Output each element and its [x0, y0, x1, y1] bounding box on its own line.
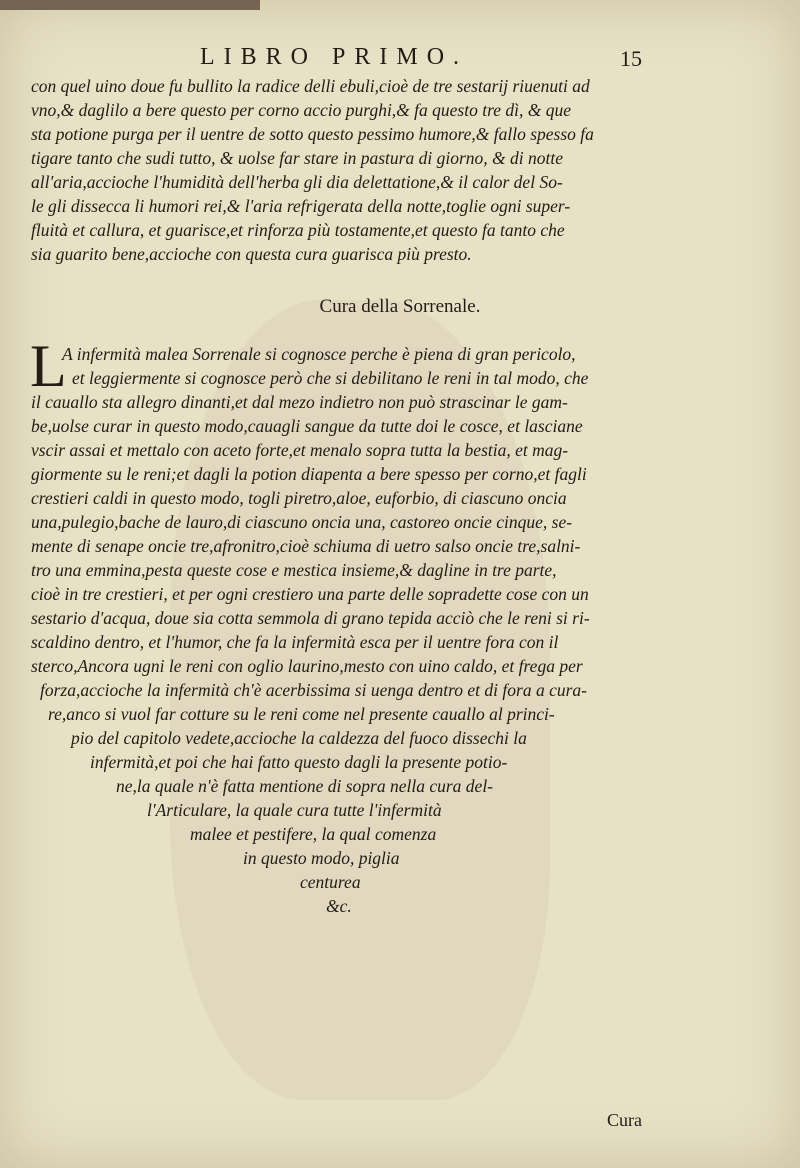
- text-line: ne,la quale n'è fatta mentione di sopra nella cura del-: [116, 776, 494, 796]
- text-line: il cauallo sta allegro dinanti,et dal mezo indietro non può strascinar le gam-: [31, 392, 568, 412]
- text-line: le gli dissecca li humori rei,& l'aria refrigerata della notte,toglie ogni super-: [31, 196, 571, 216]
- text-line: infermità,et poi che hai fatto questo dagli la presente potio-: [90, 752, 508, 772]
- text-line: cioè in tre crestieri, et per ogni crestiero una parte delle sopradette cose con un: [31, 584, 589, 604]
- text-line: &c.: [326, 896, 352, 916]
- book-title: LIBRO PRIMO.: [200, 44, 469, 70]
- text-line: forza,accioche la infermità ch'è acerbissima si uenga dentro et di fora a cura-: [40, 680, 587, 700]
- text-line: con quel uino doue fu bullito la radice delli ebuli,cioè de tre sestarij riuenuti ad: [31, 76, 590, 96]
- text-line: scaldino dentro, et l'humor, che fa la infermità esca per il uentre fora con il: [31, 632, 559, 652]
- text-line: all'aria,accioche l'humidità dell'herba gli dia delettatione,& il calor del So-: [31, 172, 563, 192]
- page-number: 15: [620, 46, 642, 71]
- text-line: malee et pestifere, la qual comenza: [190, 824, 437, 844]
- drop-cap: L: [30, 333, 67, 399]
- text-line: sterco,Ancora ugni le reni con oglio laurino,mesto con uino caldo, et frega per: [31, 656, 583, 676]
- text-line: mente di senape oncie tre,afronitro,cioè schiuma di uetro salso oncie tre,salni-: [31, 536, 581, 556]
- text-line: l'Articulare, la quale cura tutte l'infermità: [147, 800, 442, 820]
- text-line: vno,& daglilo a bere questo per corno accio purghi,& fa questo tre dì, & que: [31, 100, 571, 120]
- text-line: sia guarito bene,accioche con questa cura guarisca più presto.: [31, 244, 472, 264]
- section-heading: Cura della Sorrenale.: [319, 296, 481, 317]
- text-line: re,anco si vuol far cotture su le reni come nel presente cauallo al princi-: [48, 704, 555, 724]
- text-line: be,uolse curar in questo modo,cauagli sangue da tutte doi le cosce, et lasciane: [31, 416, 583, 436]
- text-line: tigare tanto che sudi tutto, & uolse far stare in pastura di giorno, & di notte: [31, 148, 563, 168]
- text-line: tro una emmina,pesta queste cose e mestica insieme,& dagline in tre parte,: [31, 560, 557, 580]
- text-line: et leggiermente si cognosce però che si debilitano le reni in tal modo, che: [72, 368, 589, 388]
- text-line: in questo modo, piglia: [243, 848, 400, 868]
- text-line: una,pulegio,bache de lauro,di ciascuno oncia una, castoreo oncie cinque, se-: [31, 512, 573, 532]
- text-line: pio del capitolo vedete,accioche la caldezza del fuoco dissechi la: [71, 728, 527, 748]
- text-line: A infermità malea Sorrenale si cognosce perche è piena di gran pericolo,: [62, 344, 576, 364]
- text-line: giormente su le reni;et dagli la potion diapenta a bere spesso per corno,et fagli: [31, 464, 587, 484]
- catchword: Cura: [607, 1110, 642, 1130]
- text-line: vscir assai et mettalo con aceto forte,et menalo sopra tutta la bestia, et mag-: [31, 440, 569, 460]
- text-line: fluità et callura, et guarisce,et rinforza più tostamente,et questo fa tanto che: [31, 220, 565, 240]
- running-head: [0, 44, 800, 74]
- text-line: crestieri caldi in questo modo, togli piretro,aloe, euforbio, di ciascuno oncia: [31, 488, 567, 508]
- text-line: sta potione purga per il uentre de sotto questo pessimo humore,& fallo spesso fa: [31, 124, 594, 144]
- page-edge-shadow: [0, 0, 260, 10]
- text-line: centurea: [300, 872, 361, 892]
- text-line: sestario d'acqua, doue sia cotta semmola di grano tepida acciò che le reni si ri-: [31, 608, 590, 628]
